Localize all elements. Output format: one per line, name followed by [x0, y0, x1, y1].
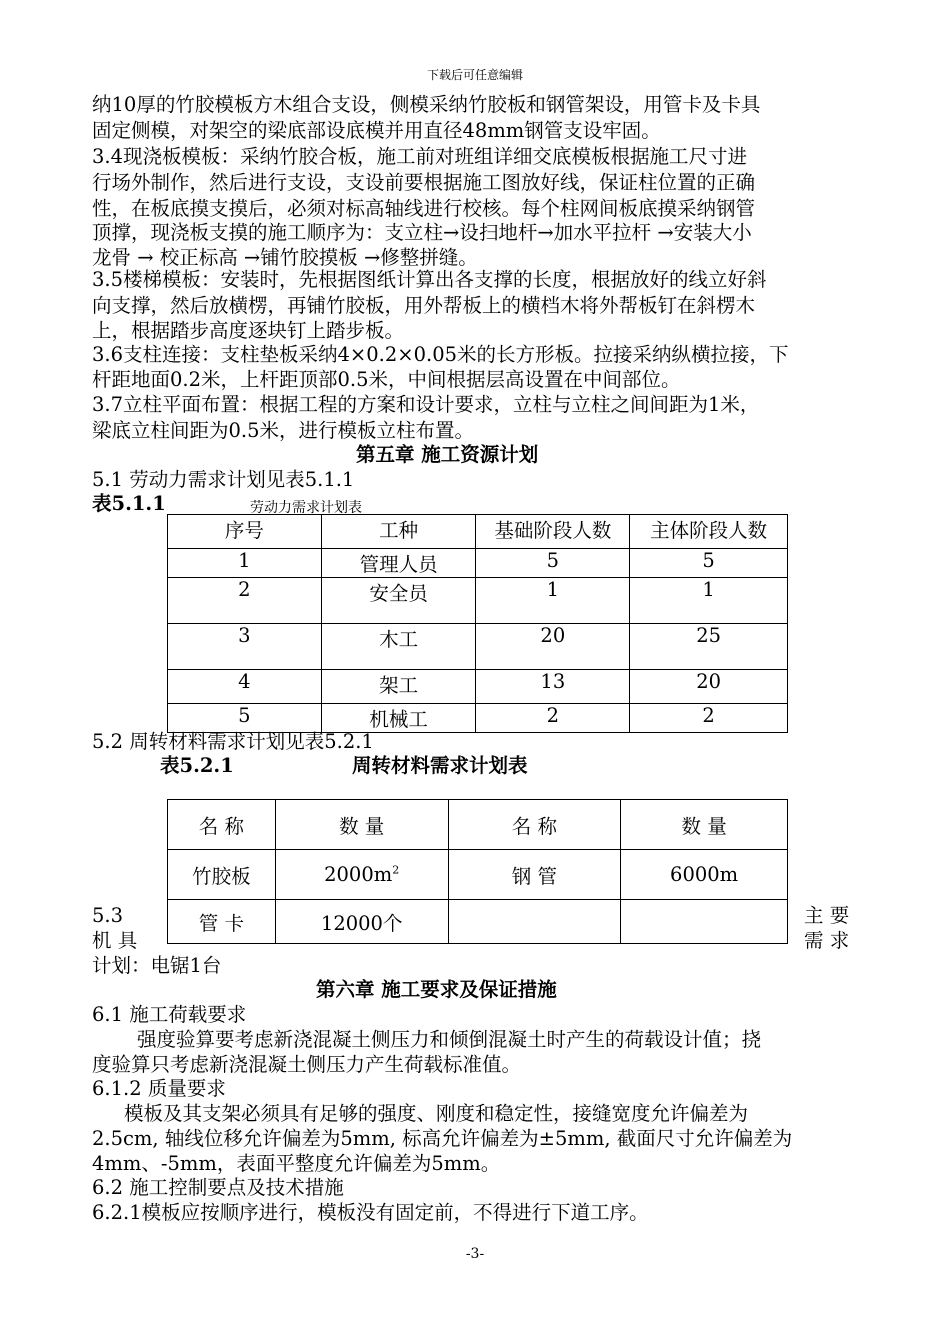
- table-header: 名 称: [168, 800, 276, 850]
- table-cell: 12000个: [275, 900, 448, 944]
- table-header: 工种: [321, 515, 476, 549]
- table1-label: 表5.1.1: [92, 492, 166, 515]
- body-line: 龙骨 → 校正标高 →铺竹胶摸板 →修整拼缝。: [92, 246, 478, 269]
- paragraph-line: 度验算只考虑新浇混凝土侧压力产生荷载标准值。: [92, 1053, 522, 1076]
- table1-title: 劳动力需求计划表: [250, 500, 362, 516]
- body-line: 3.5楼梯模板：安装时，先根据图纸计算出各支撑的长度，根据放好的线立好斜: [92, 268, 767, 291]
- body-line: 性，在板底摸支摸后，必须对标高轴线进行校核。每个柱网间板底摸采纳钢管: [92, 197, 756, 220]
- section-6-1-2: 6.1.2 质量要求: [92, 1077, 226, 1100]
- table-cell: [448, 900, 621, 944]
- table-cell: 2: [476, 704, 630, 733]
- body-line: 杆距地面0.2米，上杆距顶部0.5米，中间根据层高设置在中间部位。: [92, 368, 681, 391]
- table-cell: 2: [168, 578, 322, 624]
- body-line: 3.6支柱连接：支柱垫板采纳4×0.2×0.05米的长方形板。拉接采纳纵横拉接，下: [92, 343, 789, 366]
- table-row: [168, 800, 788, 850]
- table-cell: 管 卡: [168, 900, 276, 944]
- table-cell: [275, 850, 448, 900]
- table-cell: 5: [476, 549, 630, 578]
- body-line: 行场外制作，然后进行支设，支设前要根据施工图放好线，保证柱位置的正确: [92, 171, 756, 194]
- page-header: 下载后可任意编辑: [426, 68, 523, 82]
- table-cell: 1: [476, 578, 630, 624]
- table-cell: 机械工: [321, 704, 476, 733]
- section-5-3-text: 需 求: [804, 929, 850, 952]
- section-5-3-text: 计划：电锯1台: [92, 954, 222, 977]
- section-5-3-number: 5.3: [92, 904, 124, 927]
- table-cell: 25: [630, 624, 788, 670]
- paragraph-line: 2.5cm, 轴线位移允许偏差为5mm, 标高允许偏差为±5mm, 截面尺寸允许偏差为: [92, 1127, 793, 1150]
- section-6-1: 6.1 施工荷载要求: [92, 1003, 247, 1026]
- page-number: -3-: [465, 1246, 485, 1262]
- table2-title: 周转材料需求计划表: [352, 754, 528, 777]
- table-row: [168, 850, 788, 900]
- body-line: 上，根据踏步高度逐块钉上踏步板。: [92, 319, 405, 342]
- materials-table: [167, 799, 788, 944]
- table-header: 主体阶段人数: [630, 515, 788, 549]
- body-line: 3.7立柱平面布置：根据工程的方案和设计要求，立柱与立柱之间间距为1米，: [92, 393, 760, 416]
- labor-table: [167, 514, 788, 733]
- table-cell: 安全员: [321, 578, 476, 624]
- table-header: 数 量: [621, 800, 788, 850]
- table-cell: 3: [168, 624, 322, 670]
- table-row: [168, 900, 788, 944]
- table-cell: 竹胶板: [168, 850, 276, 900]
- table-cell: 钢 管: [448, 850, 621, 900]
- body-line: 梁底立柱间距为0.5米，进行模板立柱布置。: [92, 419, 475, 442]
- table-cell: 13: [476, 670, 630, 704]
- paragraph-line: 强度验算要考虑新浇混凝土侧压力和倾倒混凝土时产生的荷载设计值；挠: [137, 1028, 762, 1051]
- table-cell: 4: [168, 670, 322, 704]
- table-row: [168, 578, 788, 624]
- section-6-2: 6.2 施工控制要点及技术措施: [92, 1176, 344, 1199]
- table-header: 序号: [168, 515, 322, 549]
- table-row: [168, 624, 788, 670]
- table-cell: 2: [630, 704, 788, 733]
- table-cell: 木工: [321, 624, 476, 670]
- body-line: 向支撑，然后放横楞，再铺竹胶板，用外帮板上的横档木将外帮板钉在斜楞木: [92, 294, 756, 317]
- superscript: 2: [392, 863, 400, 877]
- section-5-3-text: 机 具: [92, 929, 138, 952]
- paragraph-line: 模板及其支架必须具有足够的强度、刚度和稳定性，接缝宽度允许偏差为: [124, 1102, 749, 1125]
- table-row: [168, 670, 788, 704]
- chapter-five-heading: 第五章 施工资源计划: [356, 443, 539, 466]
- table-cell: 管理人员: [321, 549, 476, 578]
- body-line: 顶撑，现浇板支摸的施工顺序为：支立柱→设扫地杆→加水平拉杆 →安装大小: [92, 221, 752, 244]
- chapter-six-heading: 第六章 施工要求及保证措施: [316, 978, 557, 1001]
- table-cell: 1: [168, 549, 322, 578]
- body-line: 固定侧模，对架空的梁底部设底模并用直径48mm钢管支设牢固。: [92, 119, 661, 142]
- table-cell: 20: [630, 670, 788, 704]
- body-line: 3.4现浇板模板：采纳竹胶合板，施工前对班组详细交底模板根据施工尺寸进: [92, 145, 748, 168]
- paragraph-line: 4mm、-5mm，表面平整度允许偏差为5mm。: [92, 1152, 501, 1175]
- section-5-2: 5.2 周转材料需求计划见表5.2.1: [92, 730, 374, 753]
- table-header: 数 量: [275, 800, 448, 850]
- table-cell: 5: [630, 549, 788, 578]
- table-header: 基础阶段人数: [476, 515, 630, 549]
- table-cell: 架工: [321, 670, 476, 704]
- quantity-value: 2000m: [324, 863, 393, 886]
- table2-label: 表5.2.1: [160, 754, 234, 777]
- table-cell: 20: [476, 624, 630, 670]
- table-cell: 5: [168, 704, 322, 733]
- table-row: [168, 549, 788, 578]
- body-line: 纳10厚的竹胶模板方木组合支设，侧模采纳竹胶板和钢管架设，用管卡及卡具: [92, 93, 761, 116]
- section-5-3-text: 主 要: [804, 904, 850, 927]
- table-cell: [621, 900, 788, 944]
- table-cell: 1: [630, 578, 788, 624]
- section-5-1: 5.1 劳动力需求计划见表5.1.1: [92, 468, 355, 491]
- table-cell: 6000m: [621, 850, 788, 900]
- table-header: 名 称: [448, 800, 621, 850]
- section-6-2-1: 6.2.1模板应按顺序进行，模板没有固定前，不得进行下道工序。: [92, 1201, 649, 1224]
